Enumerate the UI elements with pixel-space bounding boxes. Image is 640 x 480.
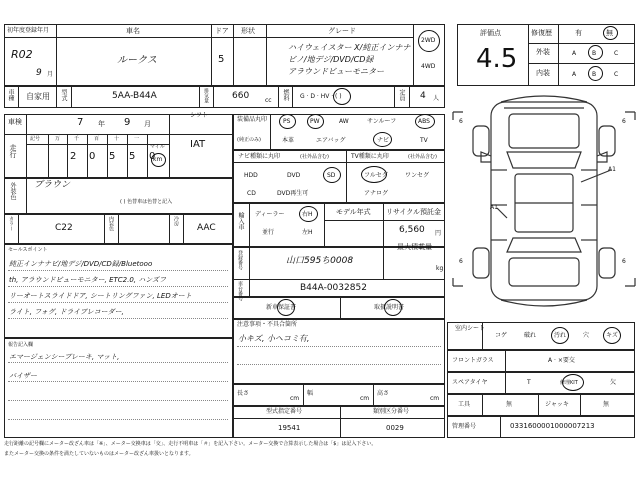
equip-leather: 本革 xyxy=(282,137,295,144)
door-value: 5 xyxy=(218,54,225,65)
defects-value: 小キズ, 小ヘコミ有, xyxy=(238,334,310,343)
selling-line-4: ライト, フォグ, ドライブレコーダー, xyxy=(9,308,124,316)
grade-line-1: ハイウェイスター X/純正インナナ xyxy=(288,43,411,52)
equip-ps: PS xyxy=(283,118,291,125)
model-value: 5AA-B44A xyxy=(112,91,157,101)
records-block xyxy=(233,297,445,319)
equip-abs: ABS xyxy=(418,118,430,125)
corner-fr: 6 xyxy=(622,118,626,125)
first-reg-month: 9 xyxy=(36,68,42,78)
car-name-label: 車名 xyxy=(126,27,140,35)
displacement-value: 660 xyxy=(232,91,250,101)
first-reg-label: 初年度登録年月 xyxy=(7,27,50,34)
shaken-month: 9 xyxy=(124,117,131,128)
recycle-value: 6,560 xyxy=(399,225,425,235)
equip-airbag: エアバッグ xyxy=(316,137,346,144)
designation-block xyxy=(233,406,445,438)
tools-value: 無 xyxy=(506,401,513,408)
equip-pw: PW xyxy=(310,118,320,125)
shaken-year: 7 xyxy=(77,117,84,128)
fuel-options: G · D · HV · ( ) xyxy=(300,93,342,100)
corner-fl: 6 xyxy=(459,118,463,125)
corner-rl: 6 xyxy=(459,258,463,265)
damage-mark-a1-left: A1 xyxy=(490,204,498,211)
capacity-value: 4 xyxy=(420,91,426,101)
fuel-hv-circle xyxy=(333,88,351,105)
door-label: ドア xyxy=(215,27,229,35)
grade-line-3: アラウンドビューモニター xyxy=(288,67,384,76)
dimensions-block xyxy=(233,384,445,406)
score-value: 4.5 xyxy=(476,44,518,74)
footer-line-1: 走行距離の記号欄にメーター改ざん車は「※」、メーター交換車は「交」、走行不明車は「＃」を記入下さい。メーター交換で合算表示した場合は「$」は記入下さい。 xyxy=(4,441,377,447)
type-designation-value: 19541 xyxy=(278,424,301,432)
footer-line-2: またメーター交換の条件を満たしていないものはメーター改ざん車扱いとなります。 xyxy=(4,451,194,457)
damage-mark-a1-right: A1 xyxy=(608,166,616,173)
grade-label: グレード xyxy=(328,27,356,35)
selling-points-block xyxy=(4,244,233,338)
mileage-digit-5: 0 xyxy=(149,151,156,162)
vehicle-value: 自家用 xyxy=(26,92,50,101)
equip-navi: ナビ xyxy=(377,137,390,144)
corner-rr: 6 xyxy=(622,258,626,265)
mileage-digit-2: 0 xyxy=(89,151,96,162)
drive-4wd: 4WD xyxy=(421,63,436,70)
notes-line-2: バイザー xyxy=(9,372,37,380)
shift-value: IAT xyxy=(190,139,206,150)
shape-label: 形状 xyxy=(241,27,255,35)
notes-line-1: エマージェンシーブレーキ, マット, xyxy=(9,353,120,361)
registration-number: 山口595ち0008 xyxy=(286,256,354,266)
chassis-number: B44A-0032852 xyxy=(300,283,367,293)
car-diagram xyxy=(449,90,639,320)
equip-tv: TV xyxy=(420,137,428,144)
grade-line-2: ビノ/地デジ/DVD/CD録 xyxy=(288,55,374,64)
mileage-digit-3: 5 xyxy=(109,151,116,162)
car-name-value: ルークス xyxy=(117,55,157,66)
selling-line-2: th, アラウンドビューモニター, ETC2.0, ハンズフ xyxy=(9,276,167,284)
selling-line-3: リーオートスライドドア, シートリングファン, LEDオート xyxy=(9,292,192,300)
management-number: 0331600001000007213 xyxy=(510,422,595,430)
color-code: C22 xyxy=(55,223,73,233)
exterior-color-value: ブラウン xyxy=(34,180,71,190)
first-reg-value: R02 xyxy=(11,48,33,61)
equip-sunroof: サンルーフ xyxy=(367,118,397,125)
category-value: 0029 xyxy=(386,424,404,432)
mileage-digit-4: 5 xyxy=(129,151,136,162)
defects-block xyxy=(233,319,445,384)
drive-2wd: 2WD xyxy=(421,37,436,44)
jack-value: 無 xyxy=(603,401,610,408)
ac-value: AAC xyxy=(197,223,216,233)
selling-line-1: 純正インナナビ/地デジ/DVD/CD録/Bluetooo xyxy=(9,260,153,268)
mileage-digit-1: 2 xyxy=(70,151,77,162)
equip-aw: AW xyxy=(339,118,349,125)
